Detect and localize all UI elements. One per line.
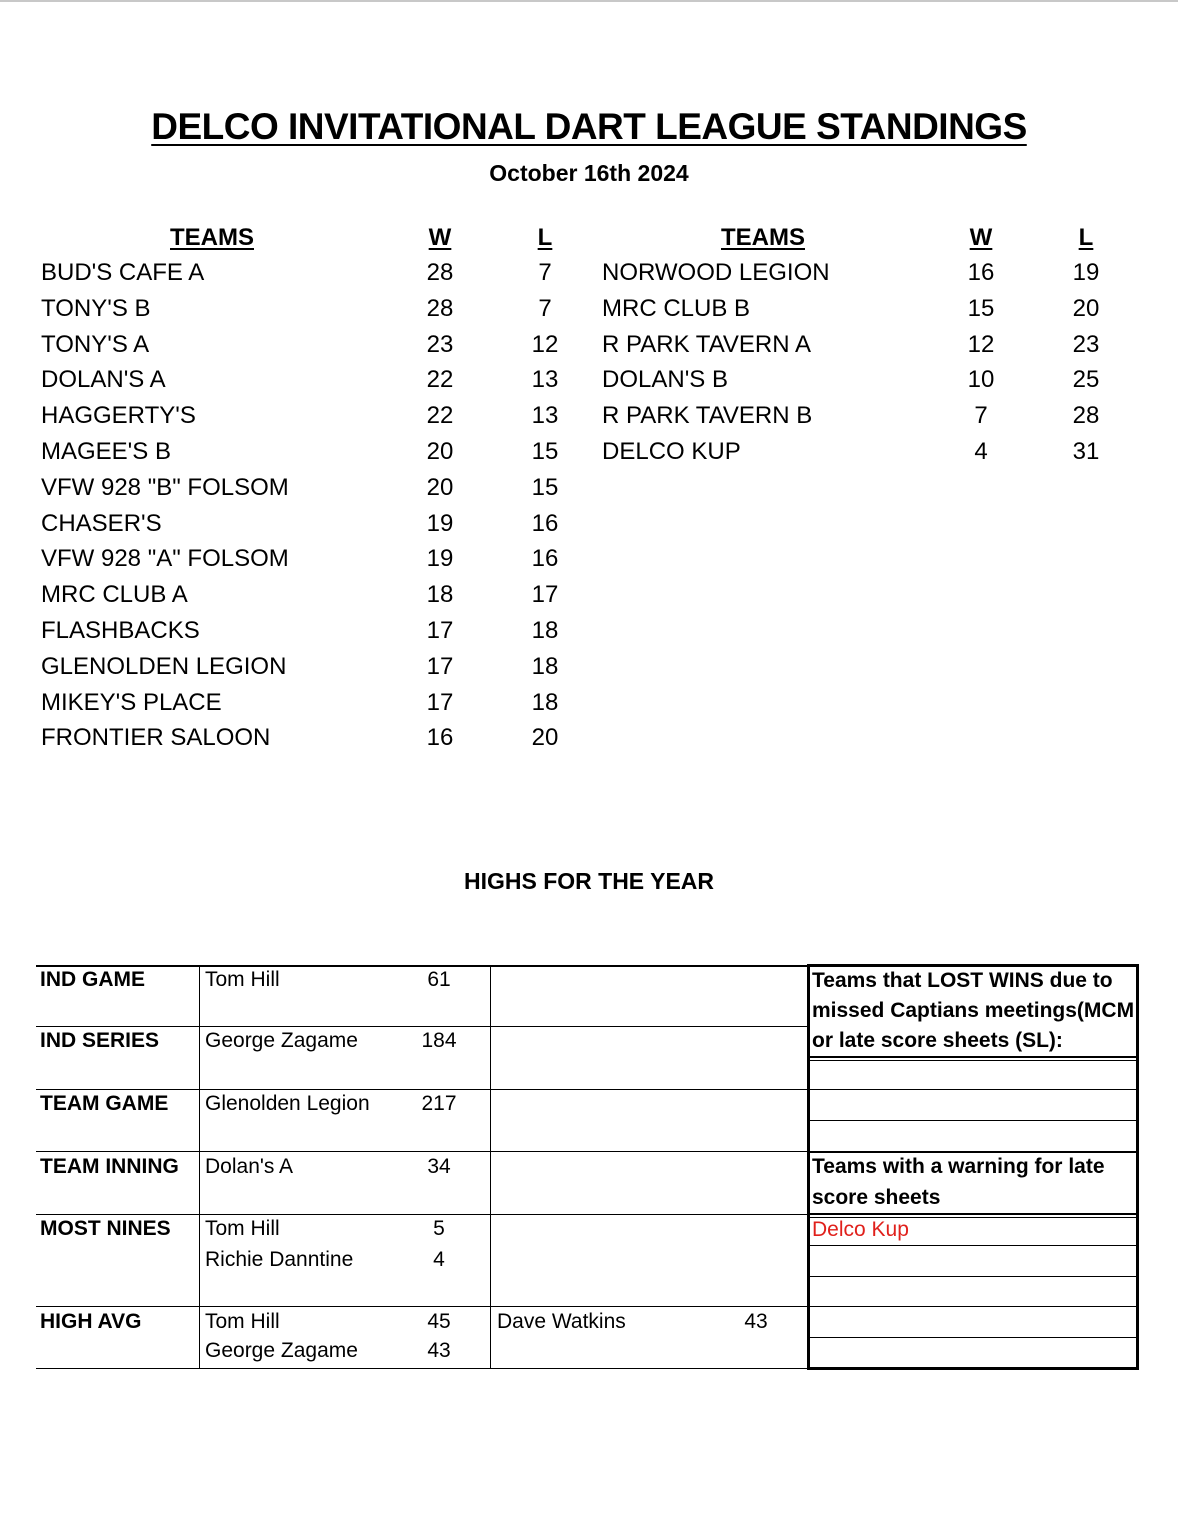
team-name: VFW 928 "B" FOLSOM: [41, 473, 289, 501]
standings-row: [0, 541, 1178, 577]
team-losses: 13: [531, 402, 559, 430]
standings-row: [0, 685, 1178, 721]
most-nines-name-2: Richie Danntine: [205, 1248, 354, 1271]
team-game-name: Glenolden Legion: [205, 1092, 370, 1115]
highs-title: HIGHS FOR THE YEAR: [463, 868, 715, 894]
teams-header-right: TEAMS: [721, 224, 805, 251]
team-losses: 19: [1072, 259, 1100, 286]
team-name: CHASER'S: [41, 509, 162, 537]
team-name: MAGEE'S B: [41, 438, 171, 465]
team-wins: 4: [974, 438, 988, 465]
team-wins: 17: [426, 688, 454, 716]
team-losses: 28: [1072, 402, 1100, 430]
team-wins: 16: [967, 259, 995, 286]
box-divider: [807, 1276, 1139, 1277]
team-losses: 15: [531, 473, 559, 501]
team-wins: 7: [974, 402, 988, 430]
warning-heading-2: score sheets: [812, 1186, 941, 1209]
standings-row: [0, 470, 1178, 506]
team-name: R PARK TAVERN A: [602, 330, 811, 358]
team-name: FRONTIER SALOON: [41, 724, 271, 752]
team-name: DELCO KUP: [602, 438, 741, 465]
most-nines-name-1: Tom Hill: [205, 1217, 280, 1240]
standings-row: [0, 649, 1178, 685]
team-losses: 18: [531, 688, 559, 716]
standings-date: October 16th 2024: [489, 160, 689, 186]
team-name: MRC CLUB A: [41, 581, 188, 609]
team-wins: 10: [967, 366, 995, 394]
team-inning-label: TEAM INNING: [40, 1155, 179, 1178]
team-wins: 17: [426, 652, 454, 680]
ind-series-label: IND SERIES: [40, 1029, 160, 1052]
team-game-label: TEAM GAME: [40, 1092, 169, 1115]
team-wins: 20: [426, 473, 454, 501]
ind-series-value: 184: [421, 1029, 457, 1052]
row-divider: [36, 1368, 808, 1369]
ind-game-label: IND GAME: [40, 968, 145, 991]
team-name: R PARK TAVERN B: [602, 402, 813, 430]
team-losses: 16: [531, 545, 559, 573]
team-losses: 15: [531, 438, 559, 465]
team-wins: 19: [426, 545, 454, 573]
col-divider: [490, 965, 491, 1369]
standings-row: [0, 434, 1178, 470]
team-wins: 17: [426, 617, 454, 644]
team-wins: 28: [426, 259, 454, 286]
team-name: VFW 928 "A" FOLSOM: [41, 545, 289, 573]
team-losses: 12: [531, 330, 559, 358]
team-name: TONY'S B: [41, 294, 151, 322]
standings-row: [0, 577, 1178, 613]
col-divider: [199, 965, 200, 1369]
high-avg-value-1: 45: [427, 1310, 451, 1333]
ind-series-name: George Zagame: [205, 1029, 358, 1052]
standings-row: [0, 613, 1178, 649]
high-avg-value-2: 43: [427, 1339, 451, 1362]
team-wins: 18: [426, 581, 454, 609]
box-border-left: [807, 964, 810, 1370]
team-losses: 23: [1072, 330, 1100, 358]
high-avg-value-3: 43: [744, 1310, 768, 1333]
standings-row: [0, 255, 1178, 291]
standings-header-row: [0, 220, 1178, 256]
high-avg-name-1: Tom Hill: [205, 1310, 280, 1333]
box-divider: [807, 1089, 1139, 1090]
team-name: TONY'S A: [41, 330, 150, 358]
box-divider: [807, 1060, 1139, 1061]
team-losses: 31: [1072, 438, 1100, 465]
ind-game-value: 61: [427, 968, 451, 991]
team-losses: 7: [538, 259, 552, 286]
team-losses: 20: [531, 724, 559, 752]
team-wins: 23: [426, 330, 454, 358]
team-name: DOLAN'S B: [602, 366, 728, 394]
team-name: DOLAN'S A: [41, 366, 166, 394]
team-name: HAGGERTY'S: [41, 402, 196, 430]
team-wins: 20: [426, 438, 454, 465]
team-wins: 22: [426, 402, 454, 430]
box-divider: [807, 1120, 1139, 1121]
box-divider: [807, 1056, 1139, 1058]
team-game-value: 217: [421, 1092, 457, 1115]
team-losses: 17: [531, 581, 559, 609]
team-inning-name: Dolan's A: [205, 1155, 294, 1178]
team-losses: 25: [1072, 366, 1100, 394]
box-divider: [807, 1245, 1139, 1246]
losses-header-right: L: [1078, 224, 1094, 251]
most-nines-label: MOST NINES: [40, 1217, 171, 1240]
losses-header-left: L: [537, 224, 553, 251]
lost-wins-heading-2: missed Captians meetings(MCM: [812, 999, 1135, 1022]
team-wins: 28: [426, 294, 454, 322]
page-top-border: [0, 0, 1178, 2]
high-avg-label: HIGH AVG: [40, 1310, 142, 1333]
team-losses: 7: [538, 294, 552, 322]
warning-heading-1: Teams with a warning for late: [812, 1155, 1105, 1178]
standings-row: [0, 362, 1178, 398]
high-avg-name-2: George Zagame: [205, 1339, 358, 1362]
standings-row: [0, 720, 1178, 756]
page-title: DELCO INVITATIONAL DART LEAGUE STANDINGS: [151, 106, 1027, 147]
team-name: MRC CLUB B: [602, 294, 751, 322]
team-name: NORWOOD LEGION: [602, 259, 830, 286]
team-losses: 18: [531, 652, 559, 680]
most-nines-value-2: 4: [433, 1248, 445, 1271]
standings-row: [0, 327, 1178, 363]
team-inning-value: 34: [427, 1155, 451, 1178]
team-name: BUD'S CAFE A: [41, 259, 205, 286]
wins-header-left: W: [428, 224, 452, 251]
teams-header-left: TEAMS: [170, 224, 254, 251]
team-losses: 16: [531, 509, 559, 537]
lost-wins-heading-3: or late score sheets (SL):: [812, 1029, 1063, 1052]
team-name: MIKEY'S PLACE: [41, 688, 222, 716]
team-name: GLENOLDEN LEGION: [41, 652, 287, 680]
team-wins: 12: [967, 330, 995, 358]
box-divider: [807, 1337, 1139, 1338]
team-wins: 16: [426, 724, 454, 752]
most-nines-value-1: 5: [433, 1217, 445, 1240]
box-border-bottom: [807, 1367, 1139, 1370]
standings-row: [0, 398, 1178, 434]
warning-team: Delco Kup: [812, 1218, 909, 1241]
team-losses: 20: [1072, 294, 1100, 322]
team-wins: 15: [967, 294, 995, 322]
high-avg-name-3: Dave Watkins: [497, 1310, 626, 1333]
standings-row: [0, 506, 1178, 542]
team-losses: 18: [531, 617, 559, 644]
ind-game-name: Tom Hill: [205, 968, 280, 991]
team-name: FLASHBACKS: [41, 617, 200, 644]
team-losses: 13: [531, 366, 559, 394]
box-divider: [807, 1306, 1139, 1307]
wins-header-right: W: [969, 224, 993, 251]
team-wins: 22: [426, 366, 454, 394]
lost-wins-heading-1: Teams that LOST WINS due to: [812, 969, 1113, 992]
team-wins: 19: [426, 509, 454, 537]
standings-row: [0, 291, 1178, 327]
